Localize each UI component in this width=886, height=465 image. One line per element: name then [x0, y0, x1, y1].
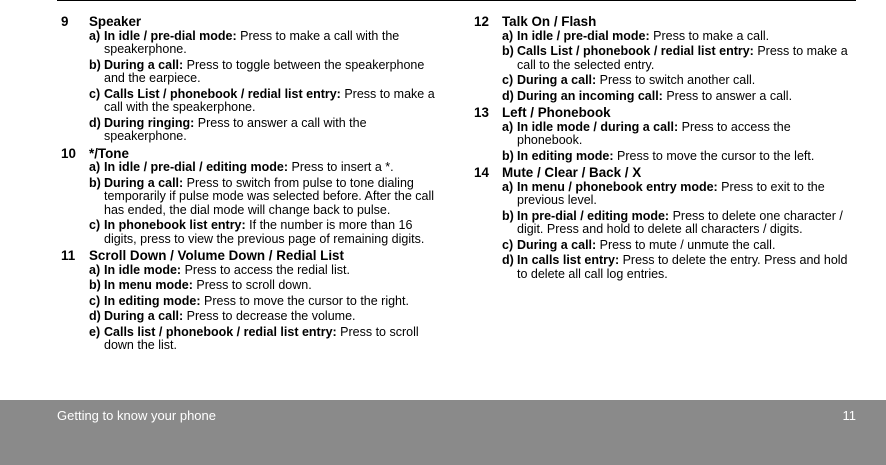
- item-text: [104, 219, 446, 246]
- item-description: Press to make a call with the speakerphone.: [104, 86, 435, 115]
- item-label: a): [502, 119, 514, 134]
- item-description: Press to scroll down the list.: [104, 324, 419, 353]
- item-description: Press to access the phonebook.: [517, 119, 791, 148]
- list-item: [502, 181, 859, 208]
- section-number: 9: [61, 14, 69, 29]
- list-item: [502, 74, 859, 88]
- list-item: [502, 210, 859, 237]
- section-10: [61, 146, 446, 247]
- item-label: c): [502, 237, 514, 252]
- list-item: [502, 45, 859, 72]
- page-footer: [0, 400, 886, 465]
- item-term: In menu mode:: [104, 278, 193, 293]
- item-label: c): [89, 218, 101, 233]
- section-number: 13: [474, 105, 489, 121]
- item-label: d): [502, 253, 514, 268]
- item-term: During a call:: [104, 175, 184, 190]
- item-label: e): [89, 324, 101, 339]
- item-text: [104, 30, 446, 57]
- item-term: During an incoming call:: [517, 88, 663, 103]
- list-item: [89, 177, 446, 218]
- list-item: [89, 295, 446, 309]
- top-rule: [57, 0, 856, 1]
- item-term: In idle / pre-dial mode:: [517, 28, 650, 43]
- item-label: b): [89, 175, 101, 190]
- list-item: [89, 30, 446, 57]
- section-11: [61, 248, 446, 353]
- item-term: During a call:: [104, 309, 184, 324]
- item-text: [517, 254, 859, 281]
- list-item: [89, 326, 446, 353]
- section-heading: [474, 105, 859, 120]
- item-term: In idle mode:: [104, 262, 182, 277]
- section-number: 14: [474, 165, 489, 181]
- list-item: [502, 254, 859, 281]
- item-description: Press to make a call with the speakerphone.: [104, 28, 400, 57]
- item-description: Press to move the cursor to the right.: [200, 293, 409, 308]
- list-item: [89, 219, 446, 246]
- item-label: b): [89, 57, 101, 72]
- list-item: [502, 30, 859, 44]
- item-text: [517, 239, 859, 253]
- item-text: [104, 310, 446, 324]
- item-label: c): [502, 73, 514, 88]
- left-column: [61, 14, 446, 355]
- item-text: [104, 326, 446, 353]
- item-label: a): [89, 28, 101, 43]
- item-term: In menu / phonebook entry mode:: [517, 179, 718, 194]
- item-text: [517, 210, 859, 237]
- list-item: [502, 90, 859, 104]
- item-text: [104, 161, 446, 175]
- item-text: [517, 181, 859, 208]
- list-item: [89, 310, 446, 324]
- item-label: a): [89, 160, 101, 175]
- item-label: c): [89, 293, 101, 308]
- item-description: Press to answer a call.: [662, 88, 793, 103]
- list-item: [89, 264, 446, 278]
- item-description: Press to switch another call.: [596, 73, 756, 88]
- item-label: d): [502, 88, 514, 103]
- item-text: [517, 90, 859, 104]
- footer-title: Getting to know your phone: [57, 408, 216, 423]
- list-item: [89, 279, 446, 293]
- list-item: [89, 161, 446, 175]
- item-term: During a call:: [517, 237, 597, 252]
- item-text: [517, 45, 859, 72]
- item-term: During a call:: [104, 57, 184, 72]
- item-label: d): [89, 309, 101, 324]
- item-term: During a call:: [517, 73, 597, 88]
- item-label: b): [502, 148, 514, 163]
- item-label: c): [89, 86, 101, 101]
- section-heading: [61, 146, 446, 161]
- item-label: a): [89, 262, 101, 277]
- item-term: During ringing:: [104, 115, 195, 130]
- section-heading: [474, 165, 859, 180]
- section-title: Speaker: [89, 14, 142, 29]
- item-term: Calls List / phonebook / redial list entry:: [517, 44, 754, 59]
- item-description: Press to answer a call with the speakerphone.: [104, 115, 367, 144]
- item-label: d): [89, 115, 101, 130]
- section-13: [474, 105, 859, 163]
- right-column: [474, 14, 859, 283]
- item-description: Press to access the redial list.: [181, 262, 350, 277]
- list-item: [502, 121, 859, 148]
- item-text: [104, 59, 446, 86]
- list-item: [89, 117, 446, 144]
- item-description: Press to switch from pulse to tone dialing temporarily if pulse mode was selected before. After the call has ended, the dial mode will change back to pulse.: [104, 175, 435, 217]
- item-text: [104, 295, 446, 309]
- item-label: a): [502, 28, 514, 43]
- section-number: 10: [61, 145, 76, 161]
- section-title: */Tone: [89, 145, 129, 161]
- section-heading: [61, 248, 446, 263]
- item-term: In phonebook list entry:: [104, 218, 246, 233]
- list-item: [89, 59, 446, 86]
- item-term: In calls list entry:: [517, 253, 620, 268]
- item-term: In pre-dial / editing mode:: [517, 208, 670, 223]
- item-text: [517, 74, 859, 88]
- item-text: [104, 279, 446, 293]
- section-title: Scroll Down / Volume Down / Redial List: [89, 248, 344, 264]
- item-label: a): [502, 179, 514, 194]
- section-number: 12: [474, 14, 489, 29]
- item-term: In idle mode / during a call:: [517, 119, 679, 134]
- item-label: b): [502, 208, 514, 223]
- page-number: 11: [842, 408, 856, 423]
- item-term: In editing mode:: [517, 148, 614, 163]
- item-description: Press to delete the entry. Press and hold to delete all call log entries.: [517, 253, 848, 281]
- item-text: [517, 150, 859, 164]
- section-title: Talk On / Flash: [502, 14, 597, 29]
- section-title: Left / Phonebook: [502, 105, 611, 121]
- item-description: Press to insert a *.: [288, 160, 394, 175]
- item-text: [104, 264, 446, 278]
- list-item: [502, 150, 859, 164]
- section-14: [474, 165, 859, 281]
- item-description: If the number is more than 16 digits, press to view the previous page of remaining digits.: [104, 218, 425, 246]
- section-12: [474, 14, 859, 103]
- item-term: Calls list / phonebook / redial list entry:: [104, 324, 337, 339]
- item-term: In idle / pre-dial / editing mode:: [104, 160, 289, 175]
- item-text: [104, 117, 446, 144]
- item-term: Calls List / phonebook / redial list entry:: [104, 86, 341, 101]
- item-description: Press to exit to the previous level.: [517, 179, 825, 208]
- item-description: Press to toggle between the speakerphone and the earpiece.: [104, 57, 425, 86]
- item-text: [104, 88, 446, 115]
- item-description: Press to make a call.: [649, 28, 770, 43]
- item-description: Press to scroll down.: [192, 278, 312, 293]
- item-description: Press to delete one character / digit. Press and hold to delete all characters / digits.: [517, 208, 843, 237]
- item-text: [517, 121, 859, 148]
- item-description: Press to make a call to the selected entry.: [517, 44, 848, 72]
- item-label: b): [89, 278, 101, 293]
- section-9: [61, 14, 446, 144]
- section-heading: [474, 14, 859, 29]
- item-label: b): [502, 44, 514, 59]
- list-item: [502, 239, 859, 253]
- item-text: [104, 177, 446, 218]
- section-number: 11: [61, 248, 76, 264]
- item-term: In idle / pre-dial mode:: [104, 28, 237, 43]
- list-item: [89, 88, 446, 115]
- item-description: Press to move the cursor to the left.: [613, 148, 815, 163]
- item-text: [517, 30, 859, 44]
- item-term: In editing mode:: [104, 293, 201, 308]
- item-description: Press to decrease the volume.: [183, 309, 356, 324]
- section-heading: [61, 14, 446, 29]
- section-title: Mute / Clear / Back / X: [502, 165, 642, 181]
- item-description: Press to mute / unmute the call.: [596, 237, 776, 252]
